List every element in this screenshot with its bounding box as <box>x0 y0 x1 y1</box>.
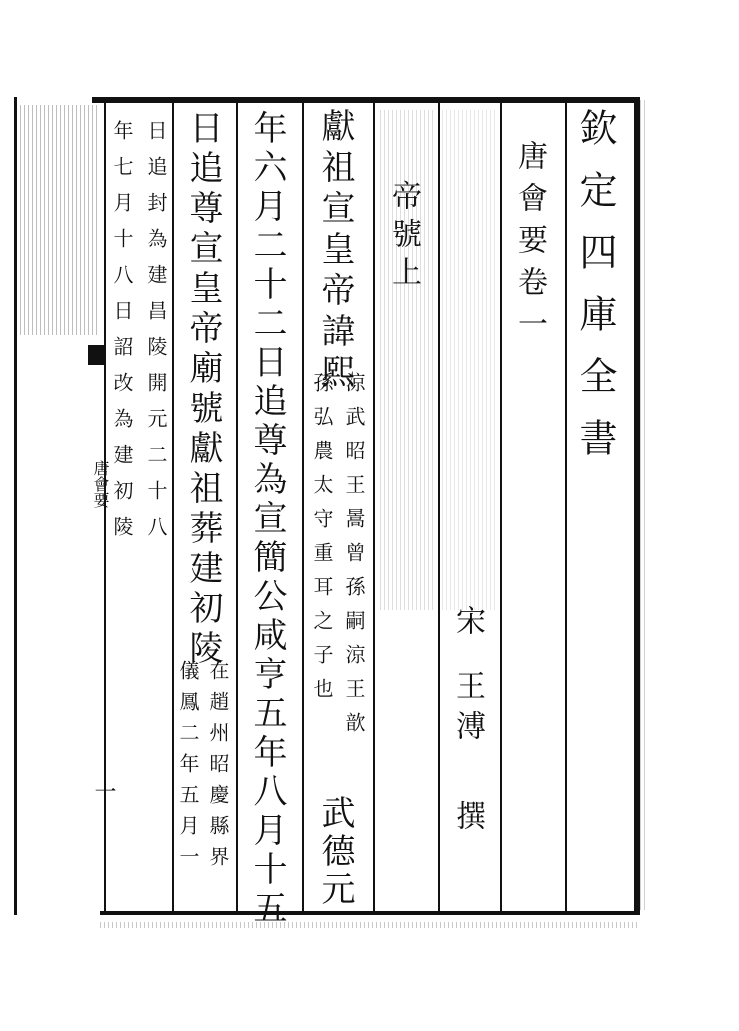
author-role: 撰 <box>450 800 485 834</box>
annotation-text: 在趙州昭慶縣界 <box>206 660 230 877</box>
annotation-text: 日追封為建昌陵開元二十八 <box>144 120 168 552</box>
binding-edge <box>14 97 17 915</box>
bottom-border <box>100 911 640 915</box>
main-text-column: 日追尊宣皇帝廟號獻祖葬建初陵 <box>183 110 223 670</box>
column-divider <box>172 100 174 912</box>
column-divider <box>565 100 567 912</box>
annotation-text: 涼武昭王暠曾孫嗣涼王歆 <box>342 372 366 746</box>
top-border <box>92 97 640 103</box>
margin-label: 唐會要 <box>91 460 110 508</box>
collection-title: 欽定四庫全書 <box>573 108 617 480</box>
annotation-text: 孫弘農太守重耳之子也 <box>310 372 334 712</box>
section-heading: 帝號上 <box>386 180 421 294</box>
main-text-tail: 武德元 <box>315 795 355 909</box>
author-dynasty: 宋 <box>450 605 485 639</box>
column-divider <box>438 100 440 912</box>
main-text-column: 年六月二十二日追尊為宣簡公咸亨五年八月十五 <box>247 110 287 929</box>
binding-noise <box>20 105 100 335</box>
scan-speckle <box>442 110 497 610</box>
author-name: 王溥 <box>450 670 485 750</box>
annotation-text: 年七月十八日詔改為建初陵 <box>110 120 134 552</box>
column-divider <box>236 100 238 912</box>
scan-speckle <box>640 100 648 910</box>
annotation-text: 儀鳳二年五月一 <box>176 660 200 877</box>
fish-tail-mark <box>88 345 106 365</box>
page-number: 一 <box>91 780 116 802</box>
column-divider <box>373 100 375 912</box>
book-volume-title: 唐會要卷一 <box>512 140 547 350</box>
main-text-column: 獻祖宣皇帝諱熙 <box>315 108 355 395</box>
column-divider <box>500 100 502 912</box>
column-divider <box>302 100 304 912</box>
footer-speckle <box>100 922 640 928</box>
